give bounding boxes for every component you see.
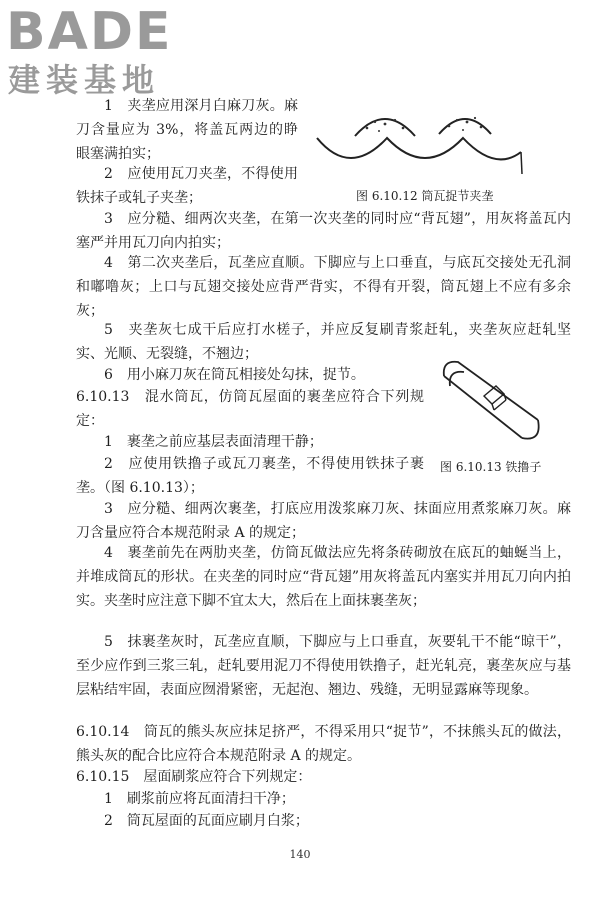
paragraph-10: 4 裹垄前先在两肋夹垄，仿筒瓦做法应先将条砖砌放在底瓦的蚰蜒当上，并堆成筒瓦的形状。在夹垄的同时应“背瓦翅”用灰将盖瓦内塞实并用瓦刀向内拍实。夹垄时应注意下脚不宜太大，然后在上面抹裹垄灰； <box>76 545 571 609</box>
figure-caption-1: 图 6.10.12 筒瓦捉节夹垄 <box>356 189 494 203</box>
paragraph-9: 3 应分糙、细两次裹垄，打底应用泼浆麻刀灰、抹面应用煮浆麻刀灰。麻刀含量应符合本规范附录 A 的规定； <box>76 501 571 541</box>
paragraph-11: 5 抹裹垄灰时，瓦垄应直顺，下脚应与上口垂直，灰要轧干不能“晾干”，至少应作到三浆三轧，赶轧要用泥刀不得使用铁撸子，赶光轧亮，裹垄灰应与基层粘结牢固，表面应囫滑紧密，无起泡、翘边、残缝，无明显露麻等现象。 <box>76 634 571 698</box>
logo-wordmark: BADE <box>6 2 173 62</box>
figure-tile-ridge-illustration <box>315 100 525 180</box>
paragraph-5: 5 夹垄灰七成干后应打水槎子，并应反复刷青浆赶轧，夹垄灰应赶轧坚实、光顺、无裂缝，不翘边； <box>76 322 571 362</box>
clause-6-10-14: 6.10.14 筒瓦的熊头灰应抹足挤严，不得采用只“捉节”，不抹熊头瓦的做法，熊头灰的配合比应符合本规范附录 A 的规定。 <box>76 724 571 764</box>
paragraph-13: 2 筒瓦屋面的瓦面应刷月白浆； <box>104 813 309 829</box>
page-number: 140 <box>289 848 311 861</box>
clause-6-10-15: 6.10.15 屋面刷浆应符合下列规定： <box>76 769 312 785</box>
figure-iron-trowel-illustration <box>438 356 548 446</box>
clause-6-10-13: 6.10.13 混水筒瓦，仿筒瓦屋面的裹垄应符合下列规定： <box>76 389 424 429</box>
paragraph-1: 1 夹垄应用深月白麻刀灰。麻刀含量应为 3%，将盖瓦两边的睁眼塞满拍实； <box>76 98 298 162</box>
paragraph-6: 6 用小麻刀灰在筒瓦相接处勾抹，捉节。 <box>104 367 365 383</box>
paragraph-4: 4 第二次夹垄后，瓦垄应直顺。下脚应与上口垂直，与底瓦交接处无孔洞和嘟噜灰；上口与瓦翅交接处应背严背实，不得有开裂，筒瓦翅上不应有多余灰； <box>76 255 571 319</box>
paragraph-2: 2 应使用瓦刀夹垄，不得使用铁抹子或轧子夹垄； <box>76 166 298 206</box>
paragraph-8: 2 应使用铁撸子或瓦刀裹垄，不得使用铁抹子裹垄。（图 6.10.13）； <box>76 456 424 496</box>
paragraph-3: 3 应分糙、细两次夹垄，在第一次夹垄的同时应“背瓦翅”，用灰将盖瓦内塞严并用瓦刀向内拍实； <box>76 211 571 251</box>
paragraph-12: 1 刷浆前应将瓦面清扫干净； <box>104 791 295 807</box>
figure-caption-2: 图 6.10.13 铁撸子 <box>440 460 542 474</box>
brand-logo <box>6 4 176 104</box>
paragraph-7: 1 裹垄之前应基层表面清理干静； <box>104 434 323 450</box>
logo-subtitle: 建装基地 <box>8 61 161 99</box>
